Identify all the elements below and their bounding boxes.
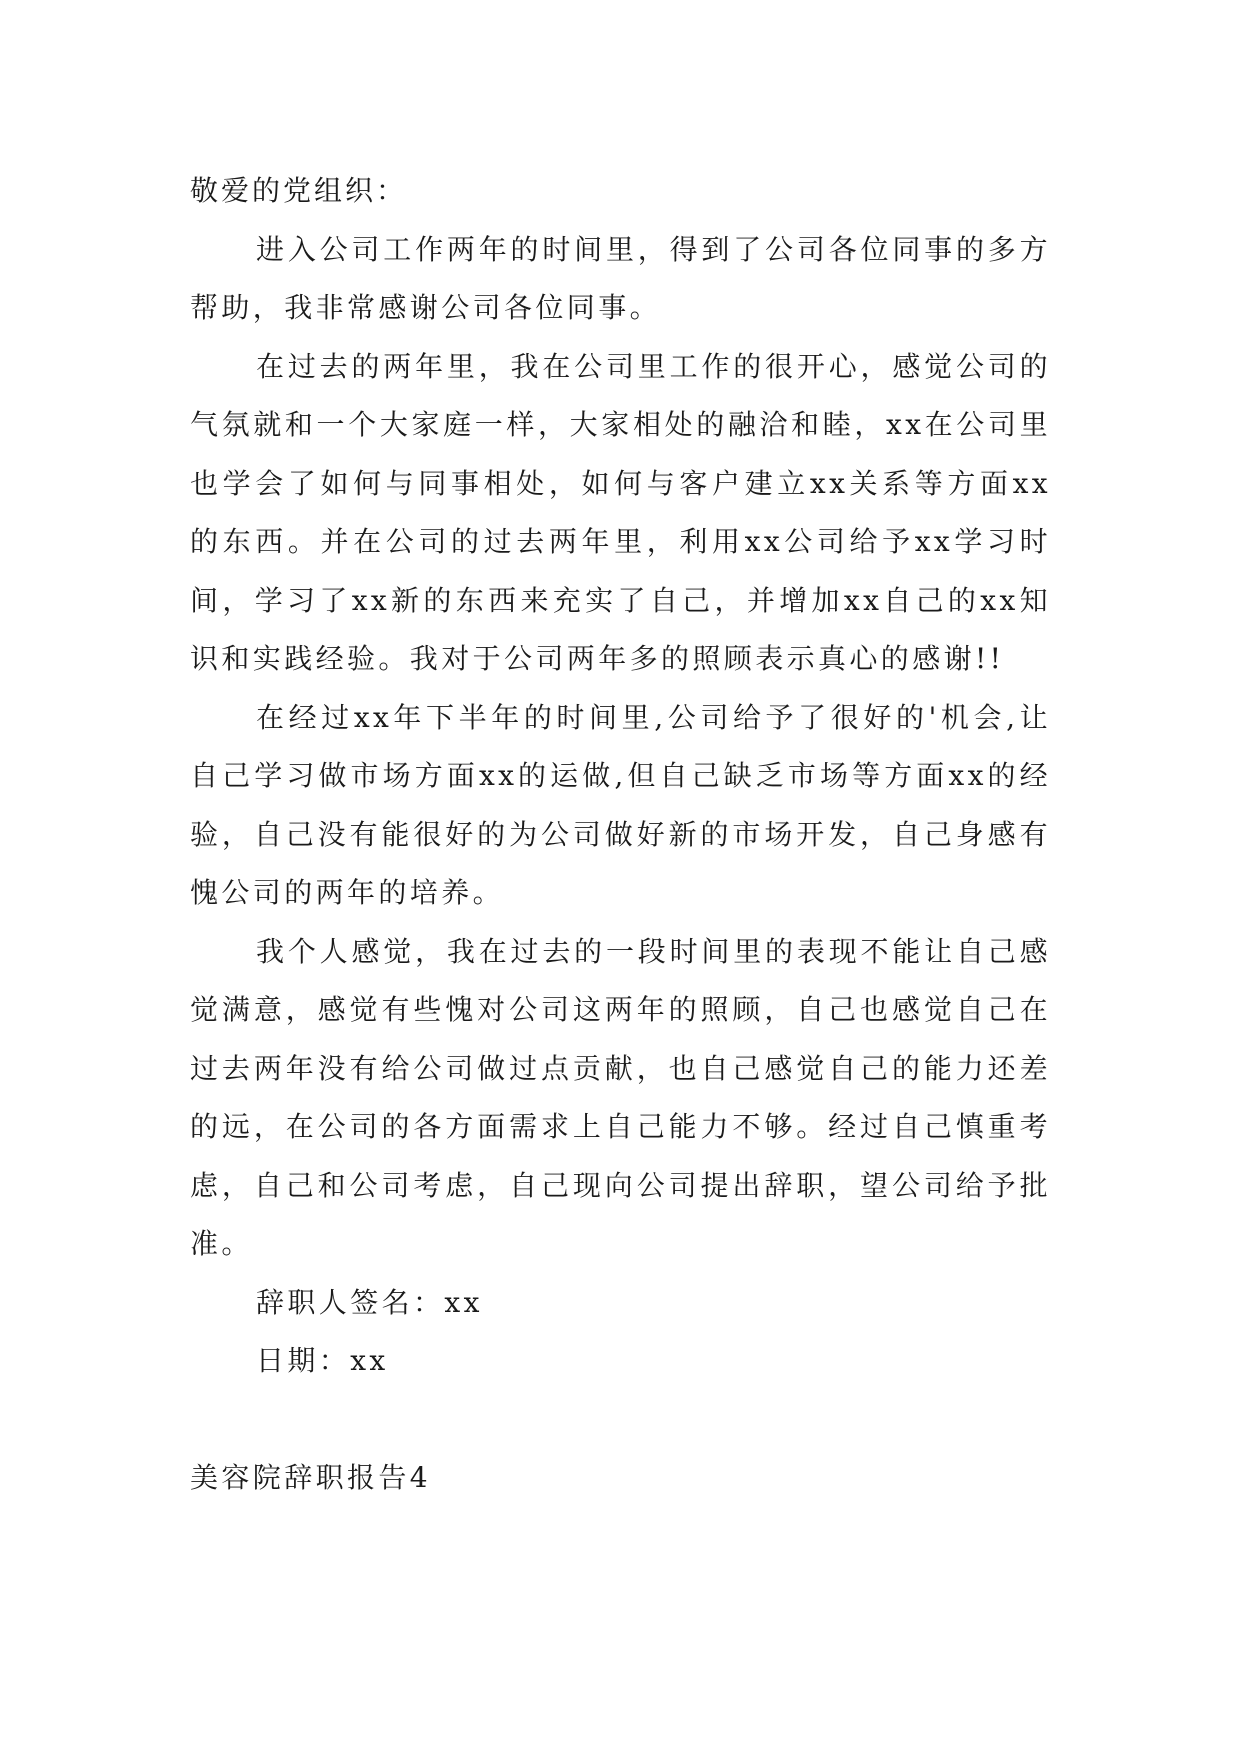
letter-paragraph: 我个人感觉，我在过去的一段时间里的表现不能让自己感觉满意，感觉有些愧对公司这两年的照顾，自己也感觉自己在过去两年没有给公司做过点贡献，也自己感觉自己的能力还差的远，在公司的各方面需求上自己能力不够。经过自己慎重考虑，自己和公司考虑，自己现向公司提出辞职，望公司给予批准。	[190, 934, 1051, 1260]
letter-date: 日期：xx	[256, 1344, 389, 1377]
resignee-signature: 辞职人签名：xx	[256, 1285, 483, 1319]
next-section-title: 美容院辞职报告4	[190, 1461, 432, 1494]
letter-salutation: 敬爱的党组织：	[190, 174, 408, 207]
letter-paragraph: 在过去的两年里，我在公司里工作的很开心，感觉公司的气氛就和一个大家庭一样，大家相处的融洽和睦，xx在公司里也学会了如何与同事相处，如何与客户建立xx关系等方面xx的东西。并在公司的过去两年里，利用xx公司给予xx学习时间，学习了xx新的东西来充实了自己，并增加xx自己的xx知识和实践经验。我对于公司两年多的照顾表示真心的感谢!!	[190, 349, 1051, 675]
letter-paragraph: 在经过xx年下半年的时间里,公司给予了很好的'机会,让自己学习做市场方面xx的运做,但自己缺乏市场等方面xx的经验，自己没有能很好的为公司做好新的市场开发，自己身感有愧公司的两年的培养。	[190, 700, 1051, 909]
letter-paragraph: 进入公司工作两年的时间里，得到了公司各位同事的多方帮助，我非常感谢公司各位同事。	[190, 232, 1051, 324]
section-spacer	[190, 1391, 1051, 1450]
letter-body	[190, 162, 1051, 1508]
